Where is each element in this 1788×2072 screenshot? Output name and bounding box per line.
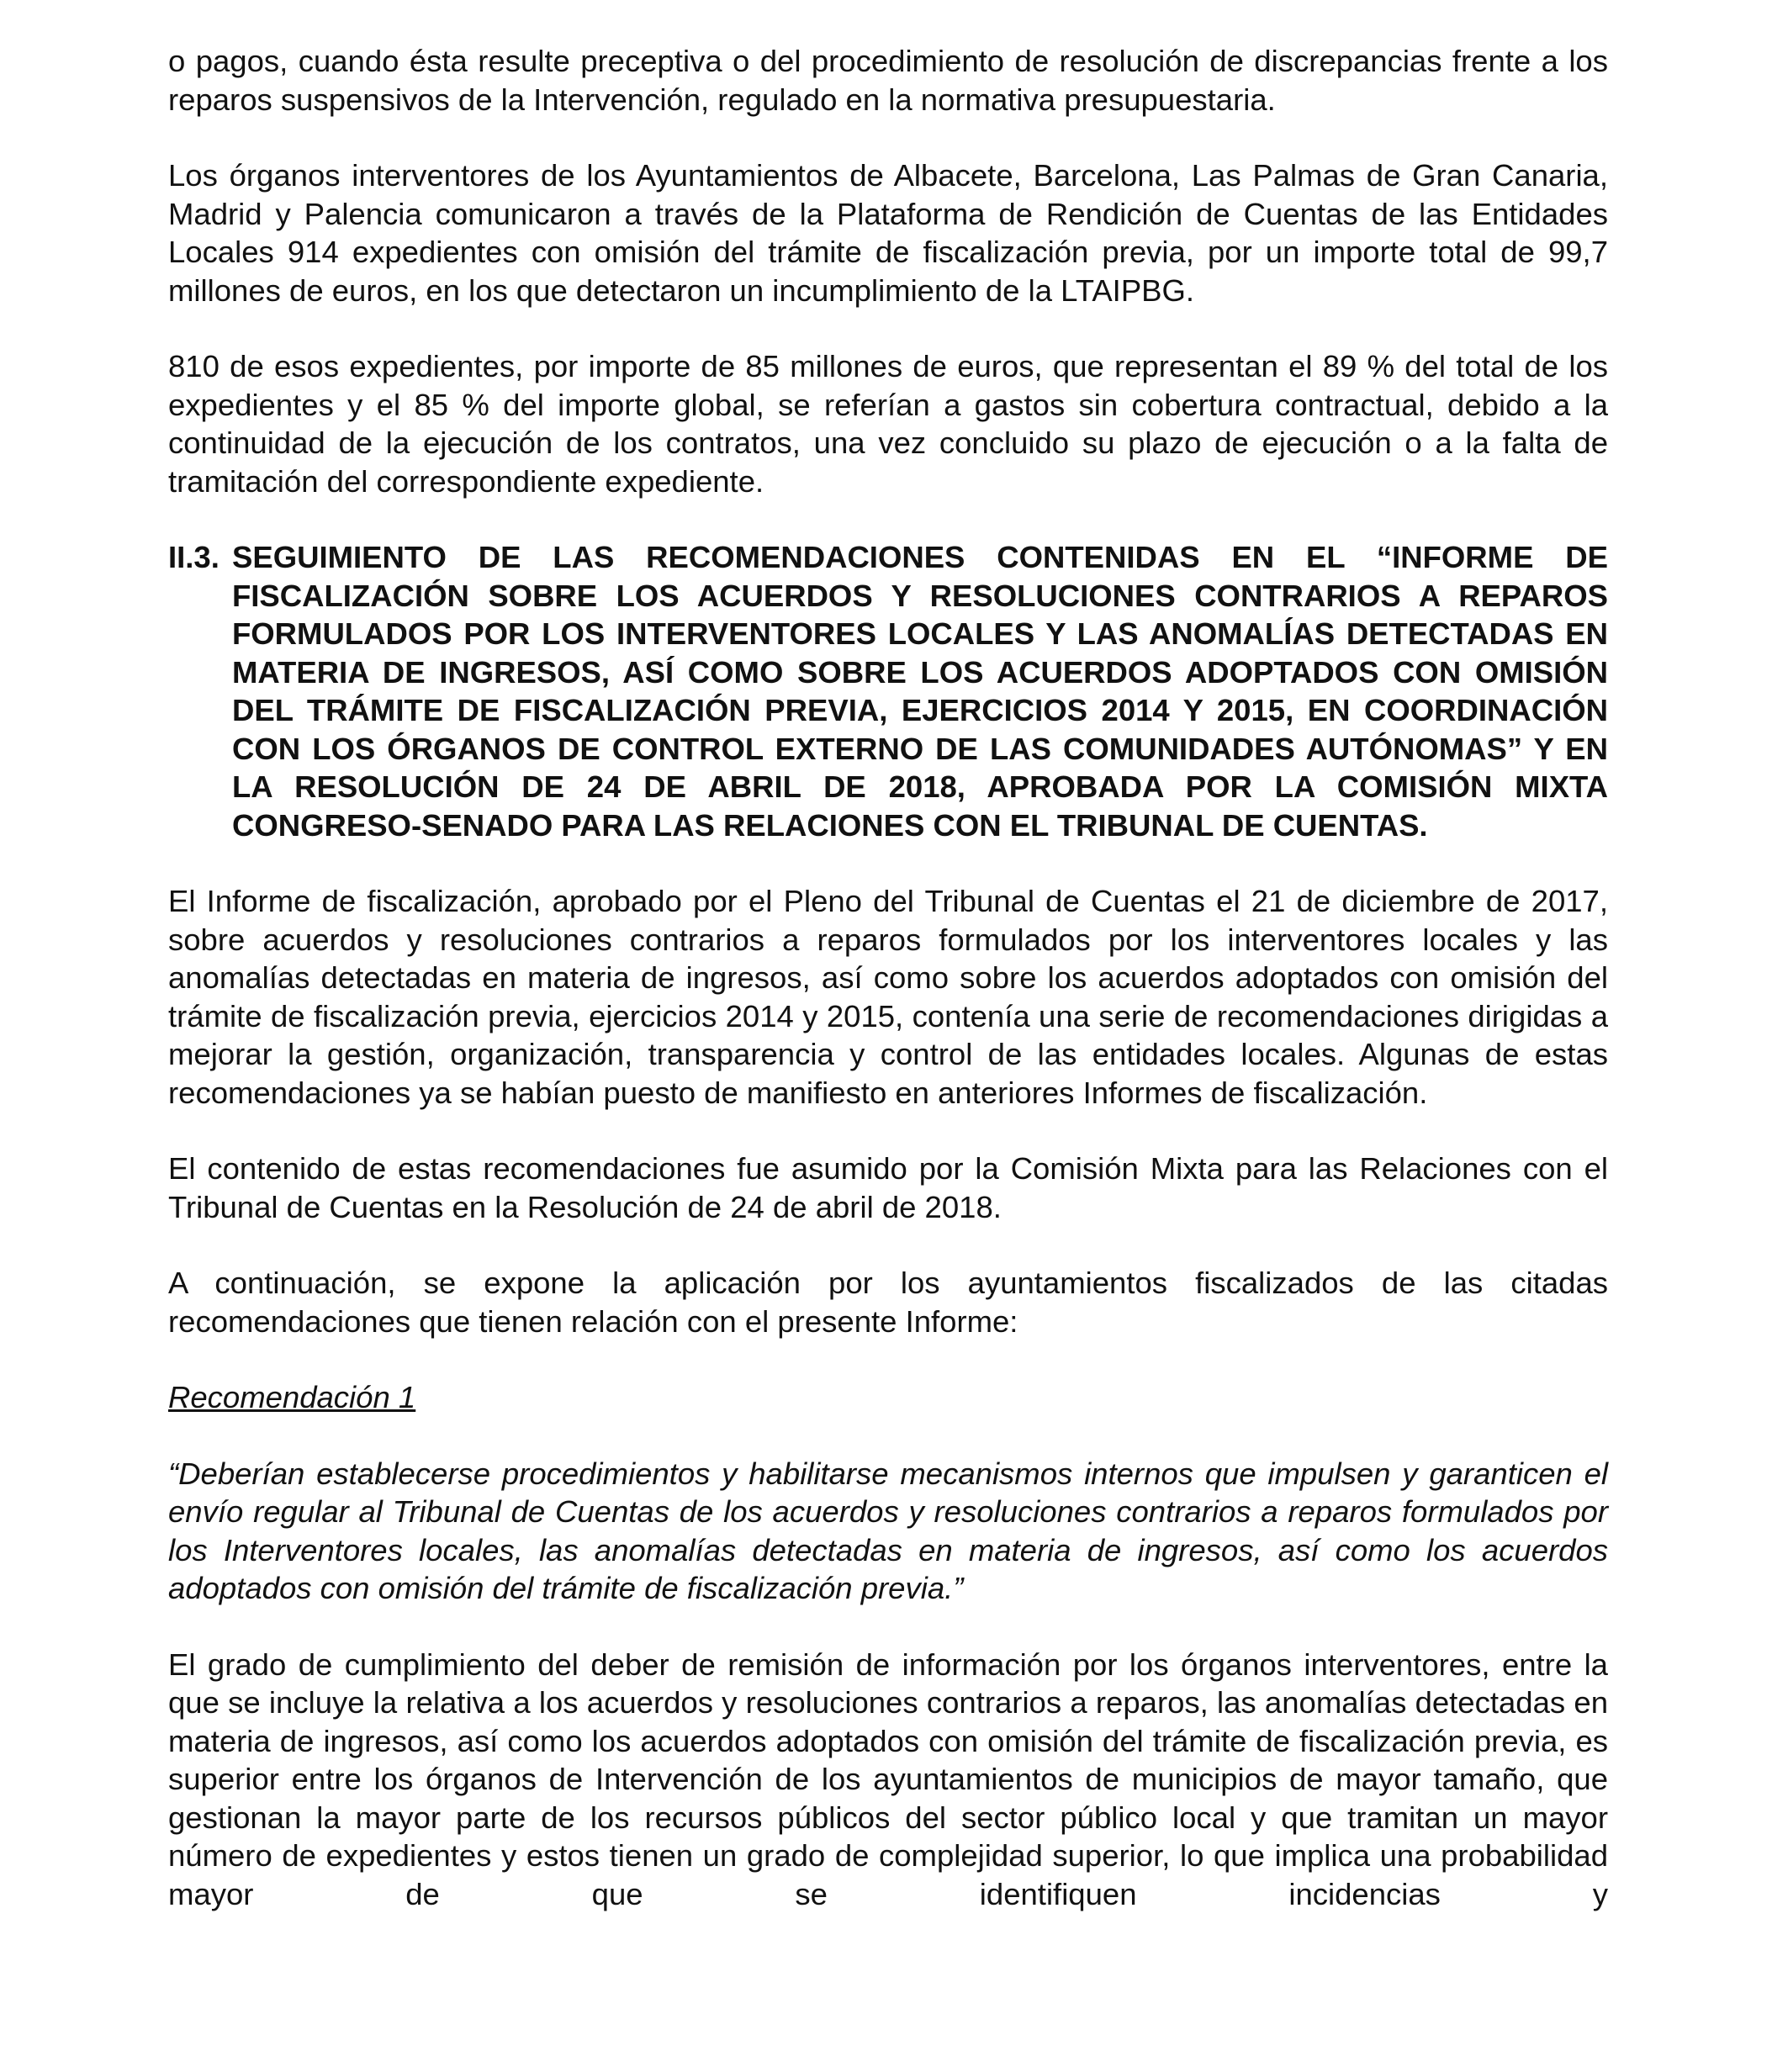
section-number: II.3. <box>168 540 220 574</box>
paragraph-interventores: Los órganos interventores de los Ayuntamientos de Albacete, Barcelona, Las Palmas de Gran Canaria, Madrid y Palencia comunicaron a través de la Plataforma de Rendición de Cuentas de las Entidades Locales 914 expedientes con omisión del trámite de fiscalización previa, por un importe total de 99,7 millones de euros, en los que detectaron un incumplimiento de la LTAIPBG. <box>168 158 1608 308</box>
paragraph-expedientes: 810 de esos expedientes, por importe de 85 millones de euros, que representan el 89 % del total de los expedientes y el 85 % del importe global, se referían a gastos sin cobertura contractual, debido a la continuidad de la ejecución de los contratos, una vez concluido su plazo de ejecución o a la falta de tramitación del correspondiente expediente. <box>168 349 1608 499</box>
section-heading <box>168 538 1608 844</box>
paragraph-comision: El contenido de estas recomendaciones fue asumido por la Comisión Mixta para las Relaciones con el Tribunal de Cuentas en la Resolución de 24 de abril de 2018. <box>168 1151 1608 1224</box>
section-title: SEGUIMIENTO DE LAS RECOMENDACIONES CONTENIDAS EN EL “INFORME DE FISCALIZACIÓN SOBRE LOS ACUERDOS Y RESOLUCIONES CONTRARIOS A REPAROS FORMULADOS POR LOS INTERVENTORES LOCALES Y LAS ANOMALÍAS DETECTADAS EN MATERIA DE INGRESOS, ASÍ COMO SOBRE LOS ACUERDOS ADOPTADOS CON OMISIÓN DEL TRÁMITE DE FISCALIZACIÓN PREVIA, EJERCICIOS 2014 Y 2015, EN COORDINACIÓN CON LOS ÓRGANOS DE CONTROL EXTERNO DE LAS COMUNIDADES AUTÓNOMAS” Y EN LA RESOLUCIÓN DE 24 DE ABRIL DE 2018, APROBADA POR LA COMISIÓN MIXTA CONGRESO-SENADO PARA LAS RELACIONES CON EL TRIBUNAL DE CUENTAS. <box>232 540 1608 843</box>
recommendation-quote: “Deberían establecerse procedimientos y habilitarse mecanismos internos que impulsen y garanticen el envío regular al Tribunal de Cuentas de los acuerdos y resoluciones contrarios a reparos formulados por los Interventores locales, las anomalías detectadas en materia de ingresos, así como los acuerdos adoptados con omisión del trámite de fiscalización previa.” <box>168 1456 1608 1605</box>
paragraph-informe: El Informe de fiscalización, aprobado por el Pleno del Tribunal de Cuentas el 21 de diciembre de 2017, sobre acuerdos y resoluciones contrarios a reparos formulados por los interventores locales y las anomalías detectadas en materia de ingresos, así como sobre los acuerdos adoptados con omisión del trámite de fiscalización previa, ejercicios 2014 y 2015, contenía una serie de recomendaciones dirigidas a mejorar la gestión, organización, transparencia y control de las entidades locales. Algunas de estas recomendaciones ya se habían puesto de manifiesto en anteriores Informes de fiscalización. <box>168 884 1608 1110</box>
paragraph-cumplimiento: El grado de cumplimiento del deber de remisión de información por los órganos interventores, entre la que se incluye la relativa a los acuerdos y resoluciones contrarios a reparos, las anomalías detectadas en materia de ingresos, así como los acuerdos adoptados con omisión del trámite de fiscalización previa, es superior entre los órganos de Intervención de los ayuntamientos de municipios de mayor tamaño, que gestionan la mayor parte de los recursos públicos del sector público local y que tramitan un mayor número de expedientes y estos tienen un grado de complejidad superior, lo que implica una probabilidad mayor de que se identifiquen incidencias y <box>168 1646 1608 1911</box>
paragraph-continuacion: A continuación, se expone la aplicación por los ayuntamientos fiscalizados de las citadas recomendaciones que tienen relación con el presente Informe: <box>168 1266 1608 1339</box>
paragraph-intro-continuation: o pagos, cuando ésta resulte preceptiva o del procedimiento de resolución de discrepancias frente a los reparos suspensivos de la Intervención, regulado en la normativa presupuestaria. <box>168 44 1608 117</box>
recommendation-title: Recomendación 1 <box>168 1380 416 1414</box>
document-page <box>168 42 1608 1951</box>
